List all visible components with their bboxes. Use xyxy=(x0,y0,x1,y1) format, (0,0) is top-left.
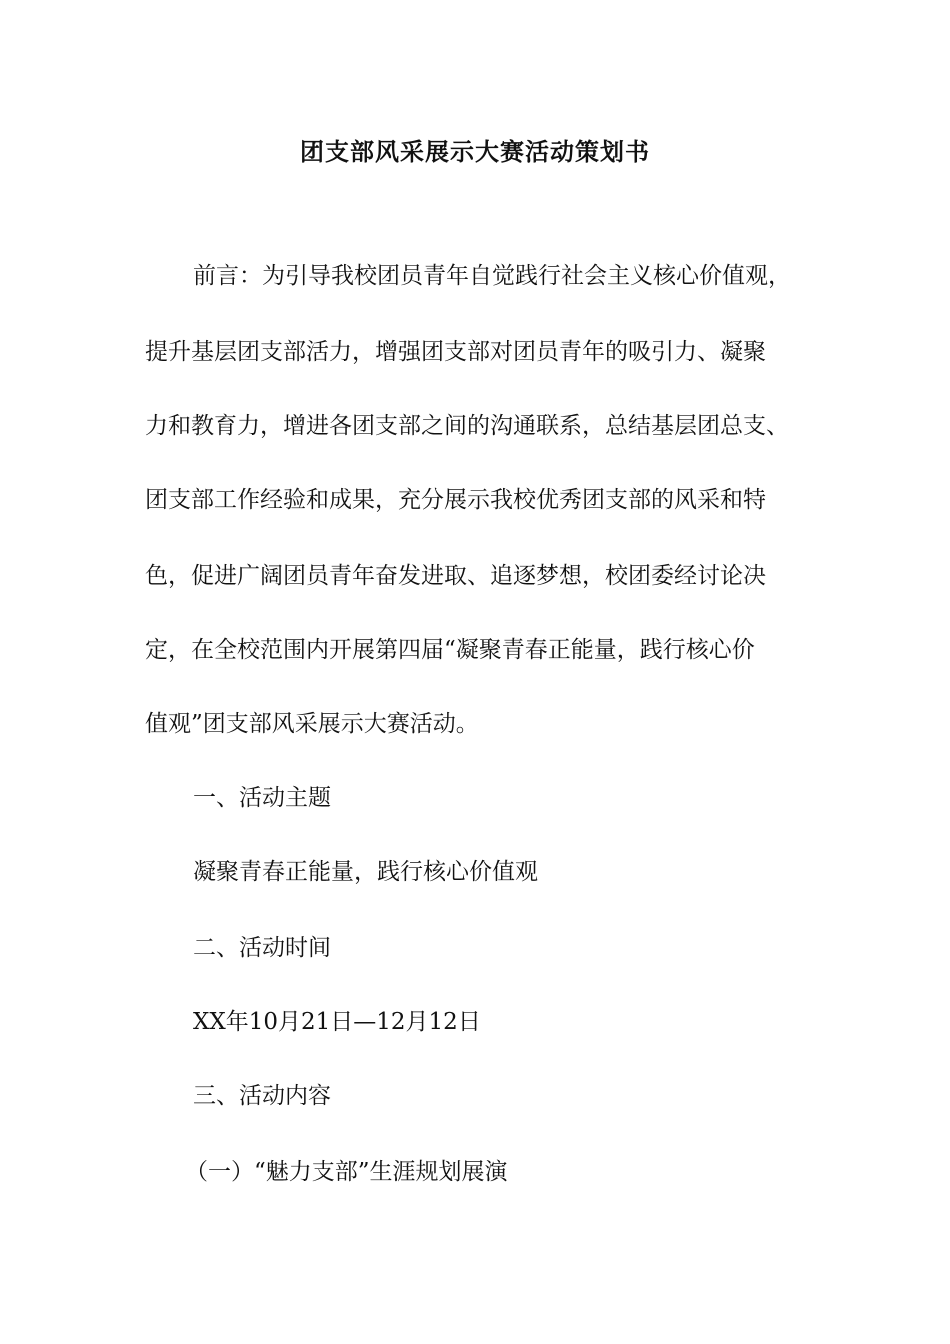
section-2-heading: 二、活动时间 xyxy=(193,935,331,961)
section-2-text: XX年10月21日—12月12日 xyxy=(193,1009,481,1035)
preface-line-5: 色，促进广阔团员青年奋发进取、追逐梦想，校团委经讨论决 xyxy=(145,563,766,589)
preface-line-1: 前言：为引导我校团员青年自觉践行社会主义核心价值观， xyxy=(193,263,791,289)
section-3-subheading-1: （一）“魅力支部”生涯规划展演 xyxy=(185,1159,508,1185)
document-title: 团支部风采展示大赛活动策划书 xyxy=(300,137,650,166)
preface-line-4: 团支部工作经验和成果，充分展示我校优秀团支部的风采和特 xyxy=(145,487,766,513)
section-3-heading: 三、活动内容 xyxy=(193,1083,331,1109)
preface-line-6: 定，在全校范围内开展第四届“凝聚青春正能量，践行核心价 xyxy=(145,637,755,663)
preface-line-3: 力和教育力，增进各团支部之间的沟通联系，总结基层团总支、 xyxy=(145,413,789,439)
section-1-heading: 一、活动主题 xyxy=(193,785,331,811)
preface-line-7: 值观”团支部风采展示大赛活动。 xyxy=(145,711,479,737)
preface-line-2: 提升基层团支部活力，增强团支部对团员青年的吸引力、凝聚 xyxy=(145,339,766,365)
section-1-text: 凝聚青春正能量，践行核心价值观 xyxy=(193,859,538,885)
